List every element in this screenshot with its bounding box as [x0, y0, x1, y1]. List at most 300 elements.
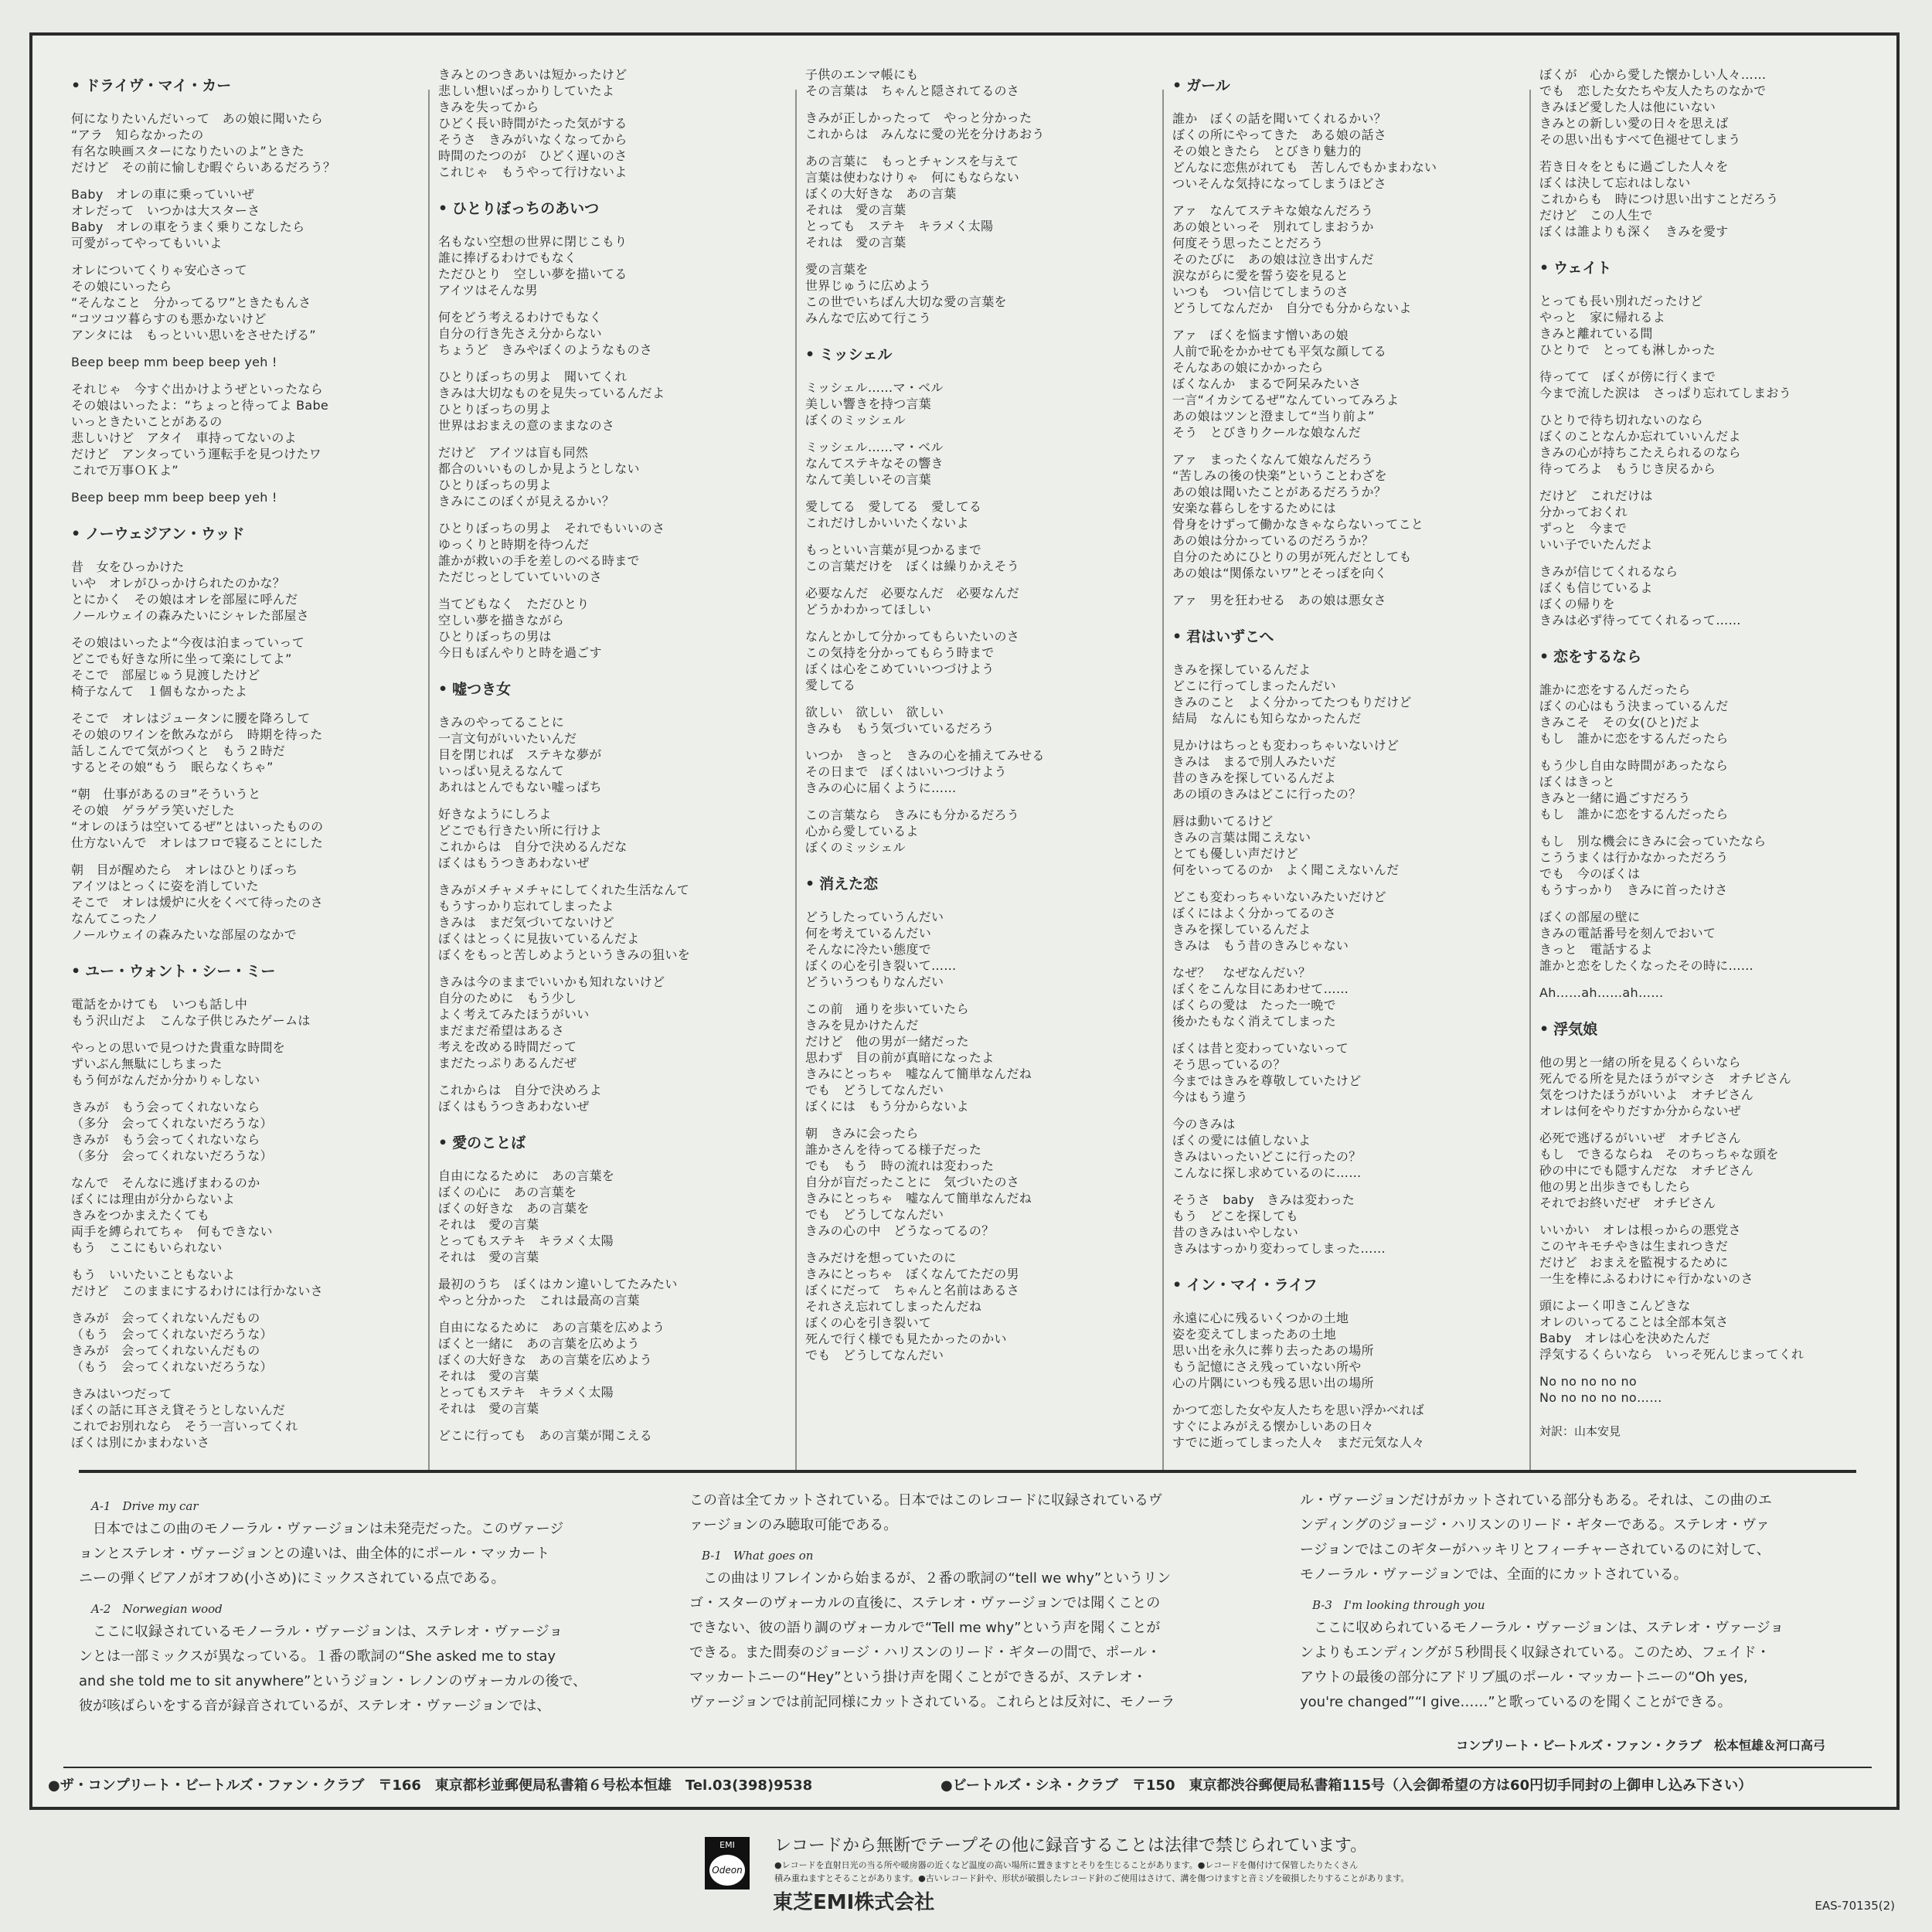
lyric-line: でも 恋した女たちや友人たちのなかで [1539, 83, 1767, 98]
song-title-text: ウェイト [1553, 260, 1612, 277]
lyric-line: そこで オレはジュータンに腰を降ろして [71, 711, 311, 726]
lyric-line: その娘のワインを飲みながら 時期を待った [71, 727, 323, 742]
lyric-line: この世でいちばん大切な愛の言葉を [805, 294, 1007, 309]
lyric-line: あの娘は分かっているのだろうか？ [1172, 533, 1374, 548]
lyric-line: 言葉は使わなけりゃ 何にもならない [805, 170, 1020, 185]
lyric-line: どこでも行きたい所に行けよ [438, 823, 602, 838]
lyric-line: 何度そう思ったことだろう [1172, 236, 1324, 250]
lyric-line: なぜ？ なぜなんだい？ [1172, 965, 1311, 980]
lyric-line: まだまだ希望はあるさ [438, 1023, 565, 1038]
lyric-line: あれはとんでもない嘘っぱち [438, 780, 602, 794]
lyric-stanza [805, 439, 1145, 488]
lyric-line: ぼくの好きな あの言葉を [438, 1201, 590, 1216]
lyric-line: 待ってて ぼくが傍に行くまで [1539, 369, 1716, 384]
lyric-stanza [71, 186, 411, 251]
lyric-line: きみはいったいどこに行ったの？ [1172, 1149, 1362, 1164]
lyric-stanza [1172, 592, 1512, 608]
lyric-stanza [805, 1125, 1145, 1239]
translator-credit: 対訳：山本安見 [1539, 1424, 1621, 1438]
lyric-line: でも 今のぼくは [1539, 866, 1641, 881]
lyric-line: 最初のうち ぼくはカン違いしてたみたい [438, 1277, 678, 1291]
emi-odeon-logo [705, 1837, 750, 1889]
lyric-line: なんてステキなその響き [805, 456, 944, 471]
lyric-line: だけど これだけは [1539, 488, 1653, 503]
lyrics-column [1539, 66, 1879, 1473]
lyric-stanza [1539, 158, 1879, 240]
lyric-line: きみの心が持ちこたえられるのなら [1539, 445, 1741, 460]
lyric-stanza [805, 542, 1145, 574]
lyric-line: 仕方ないんで オレはフロで寝ることにした [71, 835, 324, 850]
lyric-line: もう少し自由な時間があったなら [1539, 758, 1729, 773]
lyric-stanza [805, 153, 1145, 250]
lyric-stanza [1172, 1040, 1512, 1105]
lyric-line: すでに逝ってしまった人々 まだ元気な人々 [1172, 1435, 1425, 1450]
lyric-line: アイツはそんな男 [438, 283, 538, 298]
lyric-line: 美しい響きを持つ言葉 [805, 396, 932, 411]
column-separator [795, 90, 797, 1473]
notes-signature: コンプリート・ビートルズ・ファン・クラブ 松本恒雄＆河口高弓 [1456, 1738, 1825, 1753]
lyric-stanza [805, 585, 1145, 617]
lyric-stanza [438, 1276, 778, 1308]
lyric-line: No no no no no [1539, 1374, 1638, 1389]
care-notice-line-1: ●レコードを直射日光の当る所や暖房器の近くなど温度の高い場所に置きますとそりを生じることがあります。●レコードを傷付けて保管したりたくさん [774, 1860, 1359, 1870]
bullet-icon: • [805, 876, 815, 893]
lyric-stanza [1539, 1130, 1879, 1211]
lyric-line: 人前で恥をかかせても平気な顔してる [1172, 344, 1387, 359]
note-line: この曲はリフレインから始まるが、２番の歌詞の“tell we why”というリン [689, 1570, 1172, 1587]
lyric-stanza [1172, 1402, 1512, 1451]
lyric-line: 昔のきみはいやしない [1172, 1225, 1299, 1240]
lyric-line: 目を閉じれば ステキな夢が [438, 747, 602, 762]
note-line: ンよりもエンディングが５秒間長く収録されている。このため、フェイド・ [1300, 1645, 1770, 1661]
lyric-line: やっとの思いで見つけた貴重な時間を [71, 1040, 286, 1055]
bullet-icon: • [1172, 77, 1182, 94]
note-line: アウトの最後の部分にアドリブ風のポール・マッカートニーの“Oh yes, [1300, 1669, 1748, 1685]
lyric-line: ぼくらの愛は たった一晩で [1172, 998, 1336, 1012]
lyric-line: （多分 会ってくれないだろうな） [71, 1116, 273, 1131]
lyric-line: ぼくの話に耳さえ貸そうとしないんだ [71, 1403, 286, 1417]
lyric-line: 必死で逃げるがいいぜ オチビさん [1539, 1131, 1741, 1145]
lyric-line: 心から愛しているよ [805, 824, 919, 838]
track-note-heading: B-3 I'm looking through you [1312, 1598, 1485, 1612]
lyrics-column [805, 66, 1145, 1473]
lyric-stanza [1539, 833, 1879, 898]
song-title [71, 960, 411, 981]
lyric-line: その娘はいったよ“今夜は泊まっていって [71, 635, 304, 650]
lyric-line: この言葉なら きみにも分かるだろう [805, 808, 1020, 822]
lyric-line: あの娘は聞いたことがあるだろうか？ [1172, 485, 1387, 499]
lyric-line: ぼくには理由が分からないよ [71, 1192, 235, 1206]
lyric-line: きみのこと よく分かってたつもりだけど [1172, 695, 1412, 709]
cine-club-info: ●ビートルズ・シネ・クラブ 〒150 東京都渋谷郵便局私書箱115号（入会御希望の方は60円切手同封の上御申し込み下さい） [940, 1777, 1753, 1794]
lyric-line: いっときたいことがあるの [71, 414, 223, 429]
lyric-line: とにかく その娘はオレを部屋に呼んだ [71, 592, 298, 607]
song-title [71, 74, 411, 95]
lyric-stanza [71, 1039, 411, 1088]
lyric-line: きみの言葉は聞こえない [1172, 830, 1311, 845]
lyric-line: （もう 会ってくれないだろうな） [71, 1359, 273, 1374]
lyric-line: 死んでる所を見たほうがマシさ オチビさん [1539, 1071, 1792, 1086]
lyric-line: どこに行っても あの言葉が聞こえる [438, 1428, 653, 1443]
song-section [438, 678, 778, 1114]
lyric-line: ぼくは昔と変わっていないって [1172, 1041, 1349, 1056]
lyric-stanza [1539, 412, 1879, 477]
lyric-line: ぼくの部屋の壁に [1539, 910, 1641, 924]
lyric-line: 子供のエンマ帳にも [805, 67, 919, 82]
lyric-line: ぼくには もう分からないよ [805, 1099, 969, 1114]
lyric-line: “オレのほうは空いてるぜ”とはいったものの [71, 819, 324, 834]
lyric-line: きみにとっちゃ ぼくなんてただの男 [805, 1267, 1019, 1281]
lyric-line: 自分が盲だったことに 気づいたのさ [805, 1175, 1020, 1189]
emi-logo-text: EMI [719, 1840, 735, 1850]
lyric-line: きみを見かけたんだ [805, 1018, 919, 1032]
lyric-line: ゆっくりと時期を待つんだ [438, 537, 590, 552]
lyric-line: それは 愛の言葉 [438, 1401, 539, 1416]
lyric-stanza [71, 710, 411, 775]
bullet-icon: • [438, 200, 448, 217]
lyric-stanza [71, 862, 411, 943]
lyric-line: もう ここにもいられない [71, 1240, 223, 1255]
lyric-line: 可愛がってやってもいいよ [71, 236, 223, 250]
lyric-line: 死んで行く様でも見たかったのかい [805, 1332, 1007, 1346]
song-title [1539, 1018, 1879, 1039]
lyric-line: よく考えてみたほうがいい [438, 1007, 590, 1022]
lyric-line: ぼくは決して忘れはしない [1539, 175, 1691, 190]
lyric-line: きみと離れている間 [1539, 326, 1653, 341]
lyric-line: 一言“イカシてるぜ”なんていってみろよ [1172, 393, 1400, 407]
lyric-line: どんなに恋焦がれても 苦しんでもかまわない [1172, 160, 1437, 175]
lyric-stanza [71, 262, 411, 343]
lyric-line: ぼくと一緒に あの言葉を広めよう [438, 1336, 640, 1351]
lyric-line: もし できるならね そのちっちゃな頭を [1539, 1147, 1779, 1162]
care-notice-line-2: 積み重ねますとそることがあります。●古いレコード針や、形状が破損したレコード針のご使用はさけて、溝を傷つけますと音ミゾを破損したりすることがあります。 [774, 1873, 1410, 1883]
lyric-line: 昔 女をひっかけた [71, 560, 185, 574]
song-section [438, 197, 778, 661]
lyric-line: あの頃のきみはどこに行ったの？ [1172, 787, 1362, 801]
lyric-line: するとその娘“もう 眠らなくちゃ” [71, 760, 274, 774]
lyric-line: どうしたっていうんだい [805, 910, 944, 924]
lyric-line: 他の男と一緒の所を見るくらいなら [1539, 1055, 1741, 1070]
lyric-line: 分かっておくれ [1539, 505, 1628, 519]
lyric-line: 悲しいけど アタイ 車持ってないのよ [71, 430, 297, 445]
lyric-line: ぼくのミッシェル [805, 413, 906, 427]
lyric-line: それは 愛の言葉 [805, 202, 906, 217]
lyric-line: 心の片隅にいつも残る思い出の場所 [1172, 1376, 1374, 1390]
lyric-line: ぼくはもうつきあわないぜ [438, 855, 590, 870]
lyric-line: とても優しい声だけど [1172, 846, 1299, 861]
lyric-line: アンタには もっといい思いをさせたげる” [71, 328, 317, 342]
lyric-line: きっと 電話するよ [1539, 942, 1653, 957]
lyric-line: オレは何をやりだすか分からないぜ [1539, 1104, 1741, 1118]
lyric-line: 名もない空想の世界に閉じこもり [438, 234, 628, 249]
song-title-text: ユー・ウォント・シー・ミー [85, 963, 276, 980]
lyric-line: どこに行ってしまったんだい [1172, 679, 1336, 693]
bullet-icon: • [1172, 628, 1182, 645]
lyric-stanza [71, 996, 411, 1029]
lyric-line: きみほど愛した人は他にいない [1539, 100, 1716, 114]
lyric-line: 誰かに恋をするんだったら [1539, 682, 1691, 697]
lyric-line: きみは必ず待っててくれるって…… [1539, 613, 1741, 628]
song-title-text: ミッシェル [819, 346, 893, 363]
lyric-stanza [1539, 563, 1879, 628]
lyric-stanza [1172, 889, 1512, 954]
lyric-line: 思い出を永久に葬り去ったあの場所 [1172, 1343, 1374, 1358]
lyric-line: どうかわかってほしい [805, 602, 932, 617]
lyric-stanza [805, 1250, 1145, 1363]
lyric-line: きみをつかまえたくても [71, 1208, 210, 1223]
lyric-line: 有名な映画スターになりたいのよ”ときた [71, 144, 304, 158]
song-section [805, 343, 1145, 855]
lyric-stanza [1172, 327, 1512, 440]
lyric-line: “朝 仕事があるのヨ”そういうと [71, 787, 261, 801]
lyric-line: ぼくはもうつきあわないぜ [438, 1099, 590, 1114]
lyric-line: どこでも好きな所に坐って楽にしてよ” [71, 651, 292, 666]
lyric-line: もう いいたいこともないよ [71, 1267, 235, 1282]
lyric-line: これからは 自分で決めろよ [438, 1083, 602, 1097]
song-title [1539, 645, 1879, 666]
bullet-icon: • [71, 526, 81, 543]
lyric-line: そう とびきりクールな娘なんだ [1172, 425, 1362, 440]
lyric-line: 誰か ぼくの話を聞いてくれるかい？ [1172, 111, 1387, 126]
lyric-line: まだたっぷりあるんだぜ [438, 1056, 577, 1070]
lyric-line: 一生を棒にふるわけにゃ行かないのさ [1539, 1271, 1753, 1286]
lyric-line: ぼくの心に あの言葉を [438, 1185, 577, 1199]
notes-column [689, 1488, 1261, 1715]
lyrics-column [1172, 66, 1512, 1473]
bullet-icon: • [438, 1134, 448, 1151]
lyric-line: 愛してる [805, 678, 856, 692]
lyric-line: 見かけはちっとも変わっちゃいないけど [1172, 738, 1400, 753]
lyric-line: きみを失ってから [438, 100, 539, 114]
lyric-line: あの娘は“関係ないワ”とそっぽを向く [1172, 566, 1387, 580]
song-section [1172, 1274, 1512, 1451]
song-section [805, 66, 1145, 326]
lyric-stanza [805, 807, 1145, 855]
lyric-line: 今まではきみを尊敬していたけど [1172, 1073, 1362, 1088]
lyric-line: もし 別な機会にきみに会っていたなら [1539, 834, 1767, 849]
lyric-line: ぼくなんか まるで阿呆みたいさ [1172, 376, 1362, 391]
lyric-line: きみと一緒に過ごすだろう [1539, 791, 1691, 805]
lyric-line: 空しい夢を描きながら [438, 613, 565, 628]
note-line: モノーラル・ヴァージョンでは、全面的にカットされている。 [1300, 1566, 1688, 1583]
lyric-line: きみの心の中 どうなってるの？ [805, 1223, 995, 1238]
song-title [1172, 625, 1512, 646]
lyric-stanza [1172, 111, 1512, 192]
lyric-stanza [1539, 1373, 1879, 1406]
lyric-line: アァ ぼくを悩ます憎いあの娘 [1172, 328, 1349, 342]
lyric-stanza [805, 261, 1145, 326]
lyric-line: ぼくの大好きな あの言葉を広めよう [438, 1352, 653, 1367]
lyric-stanza [1172, 202, 1512, 316]
lyric-line: あの娘はツンと澄まして“当り前よ” [1172, 409, 1375, 423]
lyric-line: 結局 なんにも知らなかったんだ [1172, 711, 1362, 726]
note-line: ンとは一部ミックスが異なっている。１番の歌詞の“She asked me to stay [79, 1648, 556, 1665]
lyric-stanza [805, 498, 1145, 531]
note-line: ヴァージョンでは前記同様にカットされている。これらとは反対に、モノーラ [689, 1694, 1175, 1710]
lyric-stanza [1539, 909, 1879, 974]
lyric-stanza [71, 1310, 411, 1375]
lyric-line: その娘 ゲラゲラ笑いだした [71, 803, 235, 818]
lyric-line: きみとの新しい愛の日々を思えば [1539, 116, 1729, 131]
lyric-stanza [71, 1099, 411, 1164]
lyric-line: きみは まだ気づいてないけど [438, 915, 615, 930]
lyric-stanza [1539, 682, 1879, 747]
lyric-line: 若き日々をともに過ごした人々を [1539, 159, 1729, 174]
lyric-line: でも どうしてなんだい [805, 1348, 944, 1362]
lyric-stanza [438, 66, 778, 180]
column-separator [1529, 90, 1531, 1473]
lyric-line: そこで オレは煖炉に火をくべて待ったのさ [71, 895, 324, 910]
lyric-line: 誰かさんを待ってる様子だった [805, 1142, 982, 1157]
lyric-line: Baby オレの車をうまく乗りこなしたら [71, 219, 305, 234]
lyric-stanza [71, 111, 411, 175]
lyric-line: アイツはとっくに姿を消していた [71, 879, 259, 893]
note-line: できない、彼の語り調のヴォーカルで“Tell me why”という声を聞くことが [689, 1620, 1161, 1636]
lyric-line: なんとかして分かってもらいたいのさ [805, 629, 1020, 644]
lyric-line: やっと 家に帰れるよ [1539, 310, 1666, 325]
note-line: ージョンではこのギターがハッキリとフィーチャーされているのに対して、 [1300, 1542, 1770, 1558]
lyric-line: きみはすっかり変わってしまった…… [1172, 1241, 1386, 1256]
lyric-line: ひとりぼっちの男よ [438, 402, 552, 417]
lyric-line: いい子でいたんだよ [1539, 537, 1653, 552]
lyric-line: 涙ながらに愛を誓う姿を見ると [1172, 268, 1349, 283]
track-note-heading: A-1 Drive my car [91, 1499, 199, 1513]
lyric-line: これじゃ もうやって行けないよ [438, 165, 628, 179]
footer [0, 1812, 1932, 1932]
song-title [1172, 1274, 1512, 1294]
lyric-line: でも もう 時の流れは変わった [805, 1158, 995, 1173]
lyric-stanza [438, 1168, 778, 1265]
odeon-logo-text: Odeon [709, 1855, 745, 1886]
lyric-line: ぼくはとっくに見抜いているんだよ [438, 931, 640, 946]
lyric-line: そんなあの娘にかかったら [1172, 360, 1324, 375]
lyric-stanza [805, 628, 1145, 693]
lyric-line: ぼくは心をこめていいつづけよう [805, 662, 995, 676]
lyric-line: 朝 目が醒めたら オレはひとりぼっち [71, 862, 298, 877]
lyric-line: これで万事ＯＫよ” [71, 463, 179, 478]
lyric-line: きみは今のままでいいかも知れないけど [438, 975, 665, 989]
lyric-stanza [438, 369, 778, 434]
copyright-warning: レコードから無断でテープその他に録音することは法律で禁じられています。 [774, 1836, 1368, 1855]
lyric-line: きみの電話番号を刻んでおいて [1539, 926, 1716, 940]
lyric-line: ミッシェル……マ・ベル [805, 380, 944, 395]
lyric-line: 骨身をけずって働かなきゃならないってこと [1172, 517, 1424, 532]
lyric-stanza [438, 882, 778, 963]
note-line: ァージョンのみ聴取可能である。 [689, 1517, 898, 1533]
lyric-line: もし 誰かに恋をするんだったら [1539, 807, 1729, 821]
lyric-line: 他の男と出歩きでもしたら [1539, 1179, 1691, 1194]
lyric-line: きみは まるで別人みたいだ [1172, 754, 1336, 769]
lyric-line: それは 愛の言葉 [805, 235, 906, 250]
lyric-stanza [1539, 1222, 1879, 1287]
lyric-stanza [1539, 66, 1879, 148]
lyric-line: きみを探しているんだよ [1172, 662, 1311, 677]
lyric-line: この言葉だけを ぼくは繰りかえそう [805, 559, 1020, 573]
lyric-line: すぐによみがえる懐かしいあの日々 [1172, 1419, 1374, 1434]
lyric-line: だけど このままにするわけには行かないさ [71, 1284, 324, 1298]
lyric-line: 何をいってるのか よく聞こえないんだ [1172, 862, 1400, 877]
lyric-line: その言葉は ちゃんと隠されてるのさ [805, 83, 1020, 98]
lyric-stanza [1539, 1298, 1879, 1362]
lyric-line: オレのいってることは全部本気さ [1539, 1315, 1729, 1329]
lyric-line: きみとのつきあいは短かったけど [438, 67, 628, 82]
lyric-line: ぼくをこんな目にあわせて…… [1172, 981, 1349, 996]
lyric-line: そうさ きみがいなくなってから [438, 132, 628, 147]
lyric-stanza [1172, 451, 1512, 581]
lyric-stanza [805, 704, 1145, 736]
song-section [1172, 625, 1512, 1257]
lyric-line: Baby オレは心を決めたんだ [1539, 1331, 1710, 1345]
lyric-line: その娘はいったよ：“ちょっと待ってよ Babe [71, 398, 329, 413]
lyric-line: “アラ 知らなかったの [71, 128, 204, 142]
lyric-stanza [1172, 964, 1512, 1029]
care-notice [774, 1859, 1409, 1885]
lyric-stanza [438, 714, 778, 795]
lyric-stanza [438, 309, 778, 358]
lyric-line: 電話をかけても いつも話し中 [71, 997, 248, 1012]
lyric-stanza [805, 909, 1145, 990]
lyric-line: 何をどう考えるわけでもなく [438, 310, 602, 325]
note-line: ニーの弾くピアノがオフめ(小さめ)にミックスされている点である。 [79, 1570, 505, 1587]
lyric-line: ミッシェル……マ・ベル [805, 440, 944, 454]
bullet-icon: • [71, 963, 81, 980]
lyric-line: こんなに探し求めているのに…… [1172, 1165, 1362, 1180]
lyric-line: ぼくの心を引き裂いて [805, 1315, 932, 1330]
lyrics-area [71, 66, 1864, 1473]
note-line: この音は全てカットされている。日本ではこのレコードに収録されているヴ [689, 1492, 1162, 1509]
lyric-line: 両手を縛られてちゃ 何もできない [71, 1224, 273, 1239]
lyric-line: もう何がなんだか分かりゃしない [71, 1073, 260, 1087]
bullet-icon: • [71, 77, 81, 94]
lyric-line: Ah……ah……ah…… [1539, 985, 1664, 1000]
lyric-line: ぼくはきっと [1539, 774, 1615, 789]
lyric-stanza [1172, 662, 1512, 726]
lyric-line: なんで そんなに逃げまわるのか [71, 1175, 260, 1190]
lyric-line: 唇は動いてるけど [1172, 814, 1274, 828]
song-section [1539, 257, 1879, 628]
lyric-line: いっぱい見えるなんて [438, 764, 565, 778]
lyric-line: ぼくのことなんか忘れていいんだよ [1539, 429, 1741, 444]
lyric-line: 好きなようにしろよ [438, 807, 552, 821]
lyric-line: 一言文句がいいたいんだ [438, 731, 577, 746]
lyric-line: ぼくの帰りを [1539, 597, 1615, 611]
lyric-line: きみが 会ってくれないんだもの [71, 1311, 260, 1325]
lyric-line: ぼくの心はもう決まっているんだ [1539, 699, 1729, 713]
note-line: ル・ヴァージョンだけがカットされている部分もある。それは、この曲のエ [1300, 1492, 1772, 1509]
song-section [1539, 645, 1879, 1001]
lyric-line: もう どこを探しても [1172, 1209, 1299, 1223]
lyric-line: 朝 きみに会ったら [805, 1126, 919, 1141]
song-section [1172, 74, 1512, 608]
fan-club-info: ●ザ・コンプリート・ビートルズ・ファン・クラブ 〒166 東京都杉並郵便局私書箱６号松本恒雄 Tel.03(398)9538 [48, 1777, 813, 1794]
song-title-text: 君はいずこへ [1186, 628, 1274, 645]
song-section [71, 960, 411, 1451]
song-section [1539, 1018, 1879, 1406]
lyric-line: みんなで広めて行こう [805, 311, 932, 325]
lyric-stanza [71, 1267, 411, 1299]
divider-line-lower [63, 1767, 1872, 1768]
lyric-line: もう記憶にさえ残っていない所や [1172, 1359, 1362, 1374]
lyric-line: “コツコツ暮らすのも悪かないけど [71, 311, 267, 326]
lyric-line: 昔のきみを探しているんだよ [1172, 770, 1336, 785]
song-title [805, 343, 1145, 364]
lyric-line: 今のきみは [1172, 1117, 1236, 1131]
lyric-line: これからは みんなに愛の光を分けあおう [805, 127, 1045, 141]
lyric-line: ぼくにだって ちゃんと名前はあるさ [805, 1283, 1020, 1298]
lyric-stanza [805, 1001, 1145, 1114]
lyric-line: ずいぶん無駄にしちまった [71, 1056, 223, 1071]
lyric-line: それは 愛の言葉 [438, 1369, 539, 1383]
